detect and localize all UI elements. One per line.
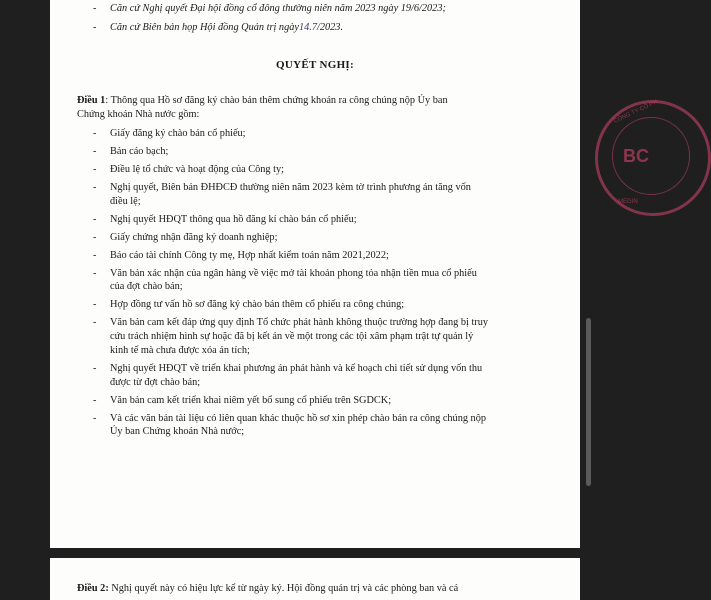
seal-bottom-text: MEGIN [618, 199, 638, 205]
legal-basis-line [110, 21, 343, 34]
bullet-dash: - [93, 164, 97, 175]
list-item-line: Và các văn bản tài liệu có liên quan khác thuộc hồ sơ xin phép chào bán ra công chúng nộp [110, 412, 487, 424]
legal-basis-line: Căn cứ Nghị quyết Đại hội đồng cổ đông thường niên năm 2023 ngày 19/6/2023; [110, 3, 446, 14]
bullet-dash: - [93, 267, 97, 279]
list-item-line: Giấy chứng nhận đăng ký doanh nghiệp; [110, 231, 278, 243]
list-item-line: Báo cáo tài chính Công ty mẹ, Hợp nhất kiểm toán năm 2021,2022; [110, 249, 389, 261]
article-2-line [77, 582, 458, 595]
list-item-line: điều lệ; [110, 195, 141, 207]
article-2-text: Nghị quyết này có hiệu lực kể từ ngày ký. Hội đồng quản trị và các phòng ban và cá [108, 583, 459, 594]
resolution-title: QUYẾT NGHỊ: [276, 59, 354, 71]
list-item-line: Ủy ban Chứng khoán Nhà nước; [110, 426, 245, 438]
list-item-line: Giấy đăng ký chào bán cổ phiếu; [110, 128, 246, 139]
bullet-dash: - [93, 249, 97, 261]
legal-basis-year: /2023. [316, 22, 344, 33]
article-1-text: : Thông qua Hồ sơ đăng ký chào bán thêm chứng khoán ra công chúng nộp Ủy ban [105, 95, 448, 106]
list-item-line: Bản cáo bạch; [110, 146, 169, 157]
list-item-line: Văn bản xác nhận của ngân hàng về việc mở tài khoản phong tỏa nhận tiền mua cổ phiếu [110, 267, 477, 279]
list-item-line: Nghị quyết, Biên bản ĐHĐCĐ thường niên năm 2023 kèm tờ trình phương án tăng vốn [110, 182, 471, 193]
seal-top-text: CÔNG TY CỔ PH [612, 99, 659, 125]
bullet-dash: - [93, 128, 97, 139]
list-item-line: Văn bản cam kết triển khai niêm yết bổ sung cổ phiếu trên SGDCK; [110, 394, 392, 406]
list-item-line: Điều lệ tổ chức và hoạt động của Công ty; [110, 164, 285, 175]
bullet-dash: - [93, 317, 97, 329]
bullet-dash: - [93, 146, 97, 157]
list-item-line: của đợt chào bán; [110, 281, 183, 293]
document-page-1 [50, 0, 659, 548]
list-item-line: Hợp đồng tư vấn hồ sơ đăng ký chào bán thêm cổ phiếu ra công chúng; [110, 299, 405, 311]
bullet-dash: - [93, 182, 97, 193]
article-1-intro-cont: Chứng khoán Nhà nước gồm: [77, 109, 200, 120]
list-item-line: kinh tế mà chưa được xóa án tích; [110, 344, 250, 356]
bullet-dash: - [93, 299, 97, 311]
legal-basis-text: Căn cứ Biên bản họp Hội đồng Quản trị ngày [110, 22, 299, 33]
bullet-dash: - [93, 412, 97, 424]
article-1-label: Điều 1 [77, 95, 106, 106]
bullet-dash: - [93, 3, 97, 14]
list-item-line: được từ đợt chào bán; [110, 376, 201, 388]
bullet-dash: - [93, 231, 97, 243]
article-2-label: Điều 2: [77, 583, 109, 594]
company-seal [595, 100, 711, 216]
list-item-line: Nghị quyết HĐQT về triển khai phương án phát hành và kế hoạch chi tiết sử dụng vốn thu [110, 362, 483, 374]
article-1-intro [77, 94, 448, 107]
bullet-dash: - [93, 394, 97, 406]
bullet-dash: - [93, 22, 97, 33]
handwritten-date: 14.7 [298, 22, 317, 33]
document-page-2 [50, 558, 580, 600]
bullet-dash: - [93, 213, 97, 225]
scrollbar-thumb[interactable] [586, 318, 591, 486]
list-item-line: Văn bản cam kết đáp ứng quy định Tổ chức phát hành không thuộc trường hợp đang bị truy [110, 317, 489, 329]
seal-mark: BC [623, 146, 649, 166]
bullet-dash: - [93, 362, 97, 374]
list-item-line: Nghị quyết HĐQT thông qua hồ đăng kí chào bán cổ phiếu; [110, 213, 357, 225]
list-item-line: cứu trách nhiệm hình sự hoặc đã bị kết án về một trong các tội xâm phạm trật tự quản lý [110, 331, 474, 343]
